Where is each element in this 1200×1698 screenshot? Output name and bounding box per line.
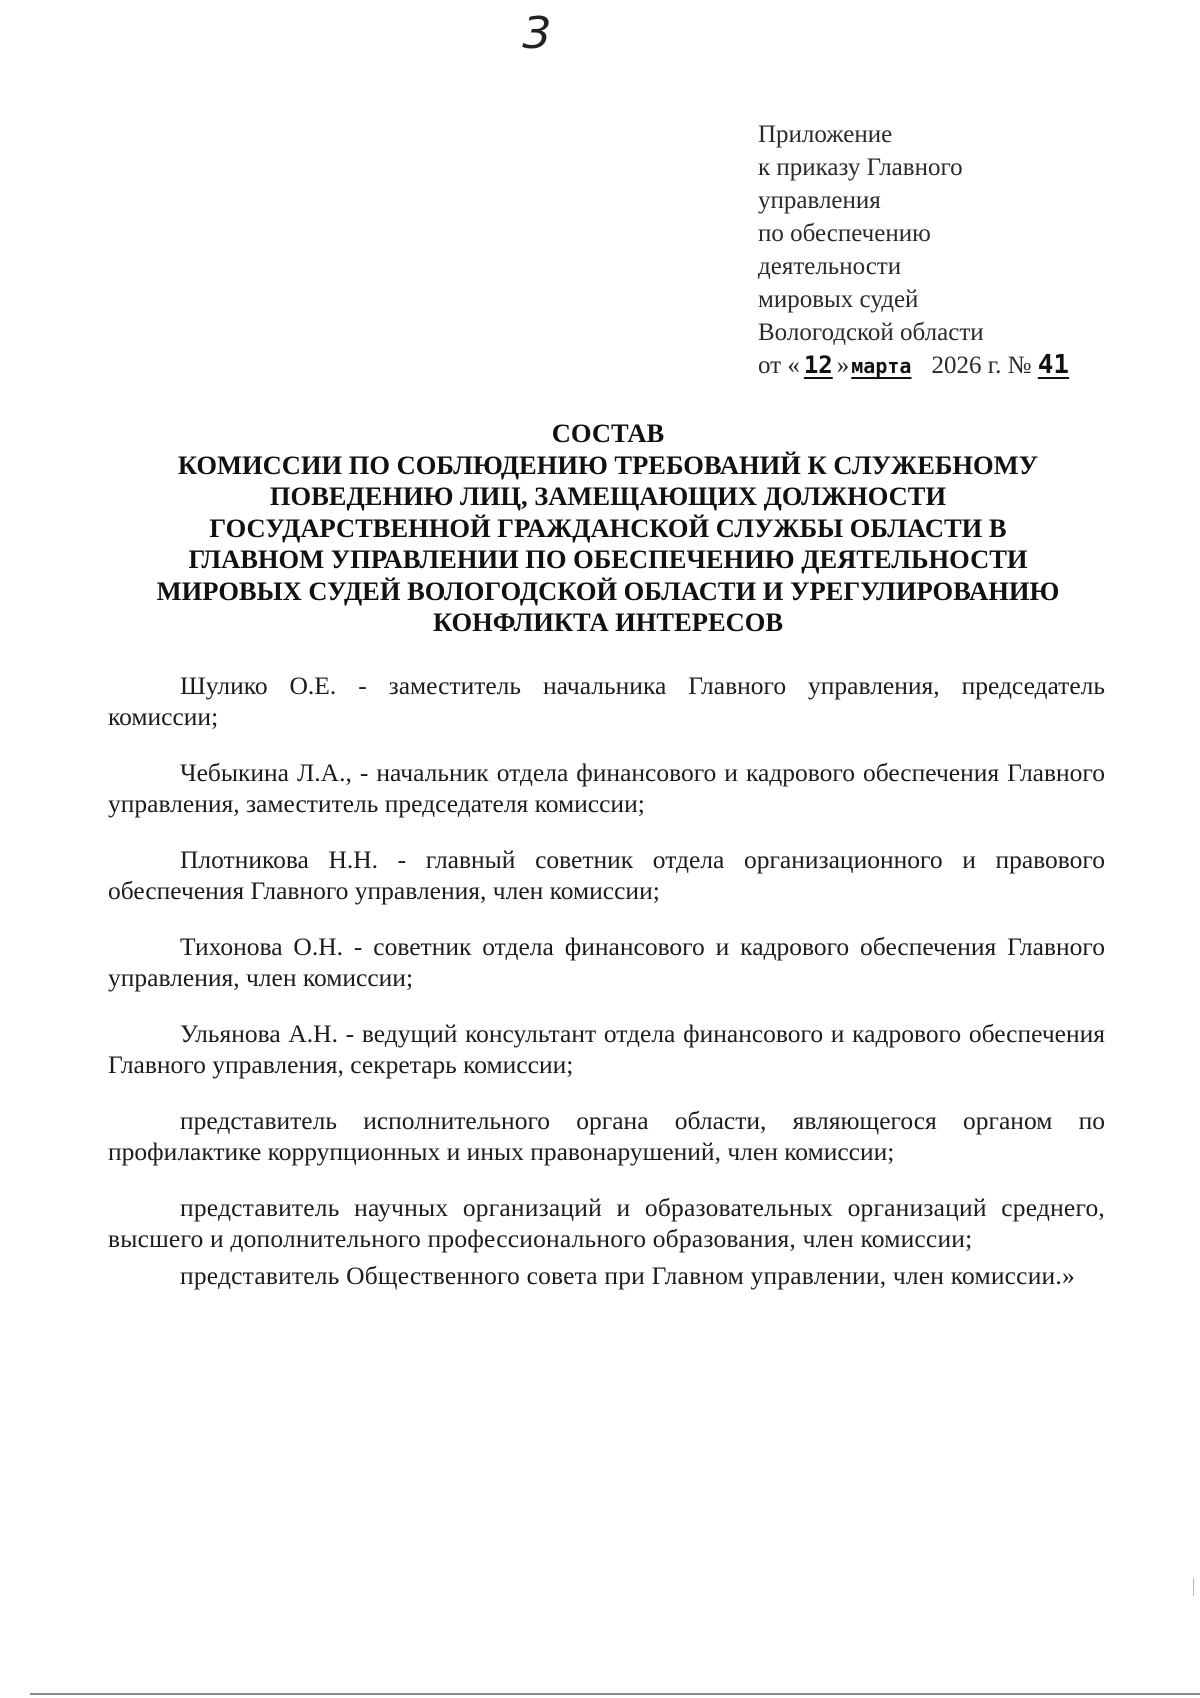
member-entry: Чебыкина Л.А., - начальник отдела финансового и кадрового обеспечения Главного управления, заместитель председателя комиссии; [108,758,1105,818]
scan-bottom-edge [30,1693,1200,1695]
title-line: КОНФЛИКТА ИНТЕРЕСОВ [432,607,784,637]
order-number-handwritten: 41 [1037,350,1070,380]
title-line: ПОВЕДЕНИЮ ЛИЦ, ЗАМЕЩАЮЩИХ ДОЛЖНОСТИ [269,481,947,511]
member-entry: представитель Общественного совета при Главном управлении, член комиссии.» [180,1261,1075,1290]
date-month-handwritten: марта [851,354,912,378]
title-line: ГЛАВНОМ УПРАВЛЕНИИ ПО ОБЕСПЕЧЕНИЮ ДЕЯТЕЛЬНОСТИ [188,544,1028,574]
title-line: МИРОВЫХ СУДЕЙ ВОЛОГОДСКОЙ ОБЛАСТИ И УРЕГУЛИРОВАНИЮ [156,575,1060,606]
appendix-line: к приказу Главного [758,154,963,181]
member-entry: Тихонова О.Н. - советник отдела финансового и кадрового обеспечения Главного управления, член комиссии; [108,932,1105,992]
member-entry: Ульянова А.Н. - ведущий консультант отдела финансового и кадрового обеспечения Главного управления, секретарь комиссии; [108,1019,1105,1079]
date-prefix: от « [758,352,800,379]
date-year: 2026 г. № [931,352,1032,379]
appendix-line: управления [758,187,881,214]
member-entry: представитель научных организаций и образовательных организаций среднего, высшего и дополнительного профессионального образования, член комиссии; [108,1193,1105,1253]
order-date-line [758,349,1069,383]
document-title [108,418,1108,639]
scan-edge-mark [1193,1578,1194,1596]
date-day-handwritten: 12 [803,351,833,379]
title-line: ГОСУДАРСТВЕННОЙ ГРАЖДАНСКОЙ СЛУЖБЫ ОБЛАСТИ В [209,512,1007,543]
date-mid: » [836,352,850,379]
page-number: 3 [522,8,552,59]
appendix-line: деятельности [758,253,902,280]
member-entry: Шулико О.Е. - заместитель начальника Главного управления, председатель комиссии; [108,671,1105,731]
appendix-line: Вологодской области [758,319,984,346]
member-entry: представитель исполнительного органа области, являющегося органом по профилактике коррупционных и иных правонарушений, член комиссии; [108,1106,1105,1166]
member-entry: Плотникова Н.Н. - главный советник отдела организационного и правового обеспечения Главного управления, член комиссии; [108,845,1105,905]
appendix-block [758,118,1069,383]
appendix-line: мировых судей [758,286,919,313]
title-line: КОМИССИИ ПО СОБЛЮДЕНИЮ ТРЕБОВАНИЙ К СЛУЖЕБНОМУ [177,449,1039,480]
appendix-line: Приложение [758,121,893,148]
title-line: СОСТАВ [551,418,665,448]
appendix-line: по обеспечению [758,220,931,247]
commission-members-list [108,670,1105,1316]
